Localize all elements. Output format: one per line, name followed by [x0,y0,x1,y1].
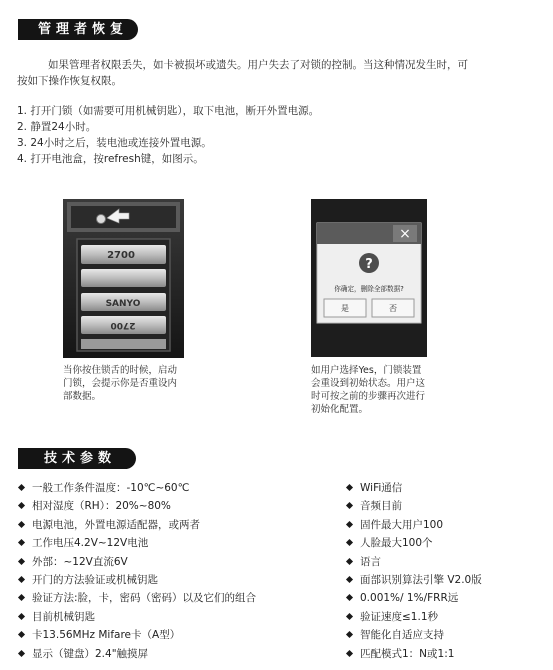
spec-item: 卡13.56MHz Mifare卡（A型） [17,627,256,645]
spec-item: 一般工作条件温度：-10℃~60℃ [17,480,256,498]
spec-item: 验证方法:脸，卡，密码（密码）以及它们的组合 [17,590,256,608]
yes-button-label: 是 [341,304,349,313]
spec-item: 目前机械钥匙 [17,609,256,627]
intro-line-1: 如果管理者权限丢失，如卡被损坏或遗失。用户失去了对锁的控制。当这种情况发生时，可 [48,59,468,71]
section-header-tech-specs [18,448,136,469]
battery-cell [81,269,166,287]
battery-label: SANYO [105,299,141,309]
spec-item: 0.001%/ 1%/FRR远 [345,590,482,608]
spec-list-left [17,480,256,664]
step-item: 4. 打开电池盒，按refresh键，如图示。 [17,153,204,165]
spec-item: 人脸最大100个 [345,535,482,553]
spec-item: 智能化自适应支持 [345,627,482,645]
battery-label: 2700 [110,320,136,330]
section-header-admin-recovery [18,19,138,40]
spec-item: 相对湿度（RH）：20%~80% [17,498,256,516]
spec-item: 音频目前 [345,498,482,516]
step-item: 2. 静置24小时。 [17,121,97,133]
recovery-steps [17,103,319,167]
spec-item: 显示（键盘）2.4"触摸屏 [17,646,256,664]
spec-item: 匹配模式1：N或1:1 [345,646,482,664]
battery-label: 2700 [107,250,135,261]
intro-line-2: 按如下操作恢复权限。 [17,75,122,87]
svg-text:?: ? [365,257,373,272]
spec-item: 外部：~12V直流6V [17,554,256,572]
step-item: 1. 打开门锁（如需要可用机械钥匙），取下电池，断开外置电源。 [17,105,320,117]
spec-list-right [345,480,482,664]
battery-compartment-photo [63,199,184,358]
spec-item: 开门的方法验证或机械钥匙 [17,572,256,590]
spec-item: 工作电压4.2V~12V电池 [17,535,256,553]
spec-item: 固件最大用户100 [345,517,482,535]
spec-item: WiFi通信 [345,480,482,498]
spec-item: 语言 [345,554,482,572]
close-icon: × [399,226,411,242]
spec-item: 面部识别算法引擎 V2.0版 [345,572,482,590]
reset-dialog-photo [311,199,427,357]
dialog-message: 你确定，删除全部数据? [334,285,404,293]
spec-item: 电源电池，外置电源适配器，或两者 [17,517,256,535]
no-button-label: 否 [389,304,397,313]
spec-item: 验证速度≤1.1秒 [345,609,482,627]
photo1-caption: 当你按住锁舌的时候，启动 门锁，会提示你是否重设内 部数据。 [63,365,178,402]
section-title: 技术参数 [44,451,117,466]
photo2-caption: 如用户选择Yes，门锁装置 会重设到初始状态。用户这 时可按之前的步骤再次进行 初始化配置。 [311,365,426,415]
refresh-button-icon [97,215,106,224]
step-item: 3. 24小时之后，装电池或连接外置电源。 [17,137,212,149]
section-title: 管理者恢复 [38,22,129,37]
